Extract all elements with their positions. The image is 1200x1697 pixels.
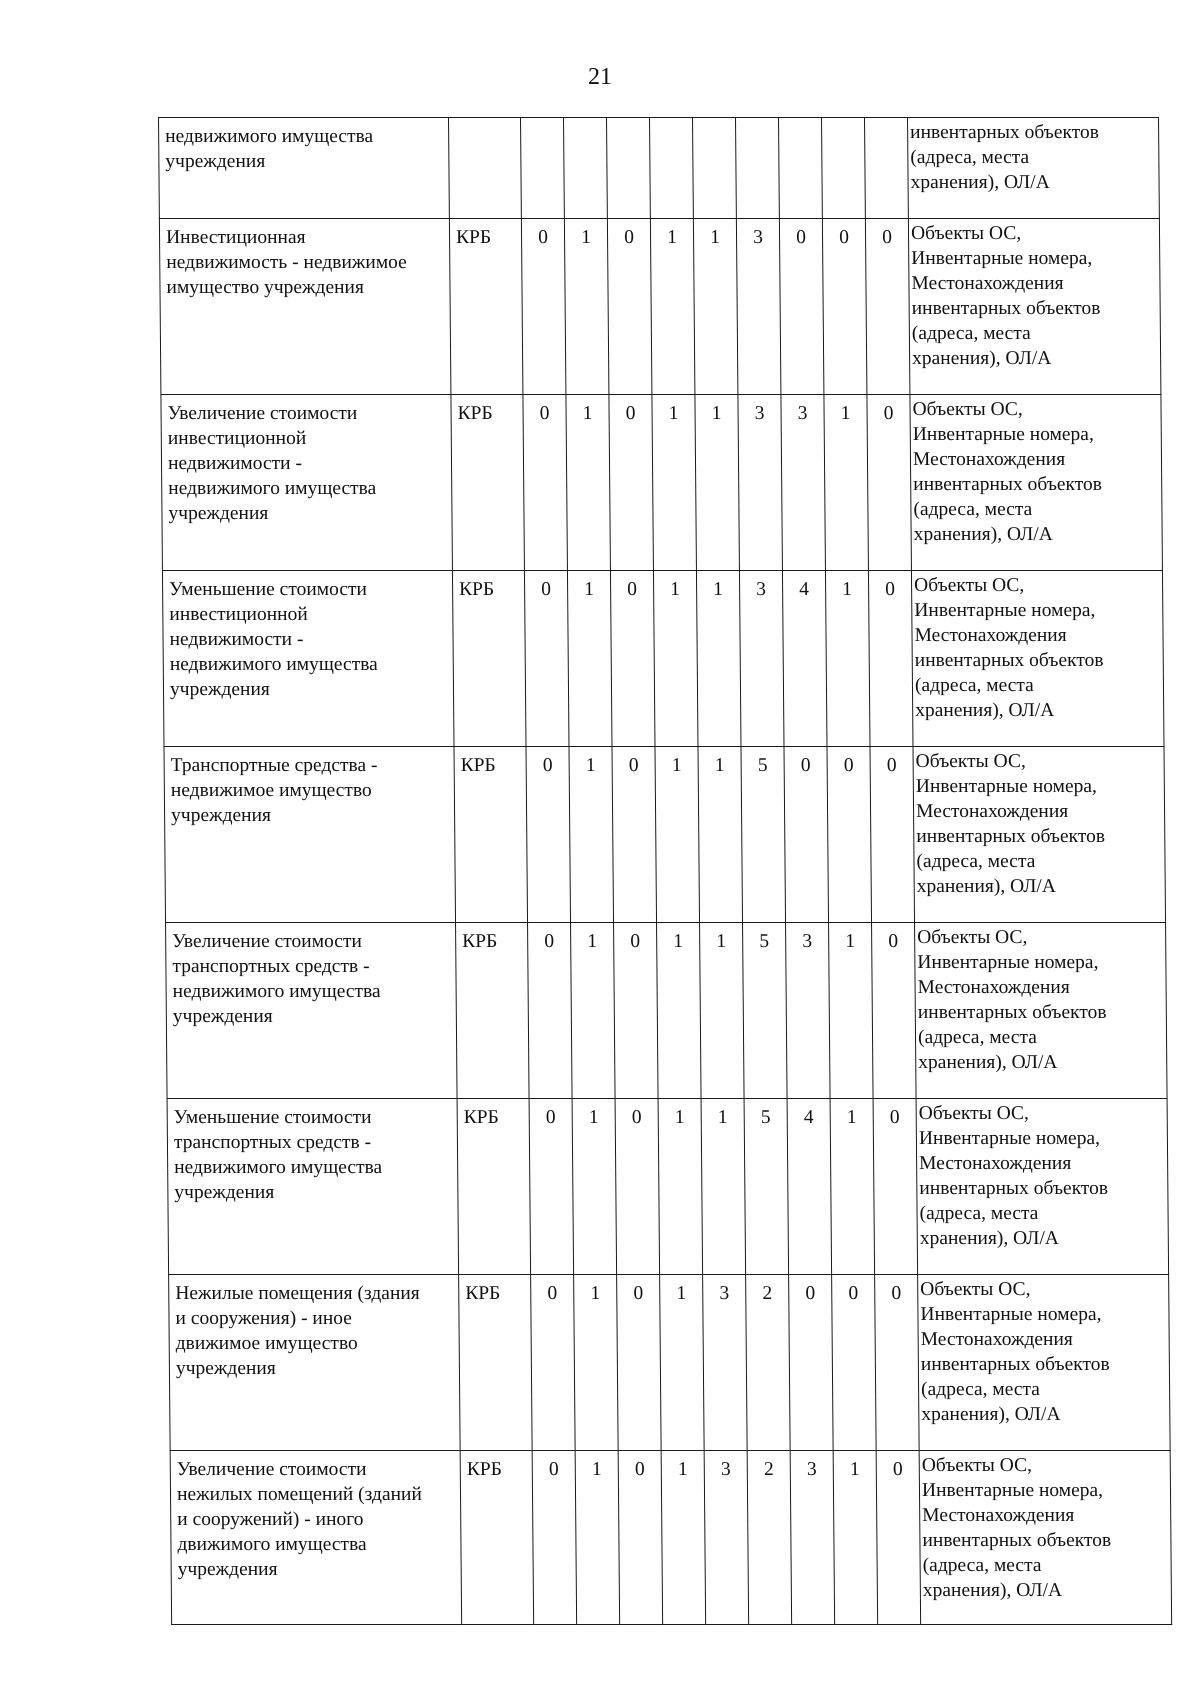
analytics-line: Местонахождения <box>911 273 1064 294</box>
digit-cell: 5 <box>743 923 788 1099</box>
account-name-line: учреждения <box>175 1358 276 1379</box>
account-name-line: инвестиционной <box>169 604 308 625</box>
digit-cell: 3 <box>790 1451 835 1625</box>
digit-cell: 1 <box>653 571 698 747</box>
analytics-line: (адреса, места <box>914 675 1034 696</box>
kind-cell: КРБ <box>452 571 526 747</box>
analytics-cell <box>910 395 1163 571</box>
digit-cell: 0 <box>521 219 566 395</box>
digit-cell: 1 <box>700 923 745 1099</box>
analytics-line: Инвентарные номера, <box>912 424 1094 445</box>
digit-cell: 0 <box>865 219 910 395</box>
digit-cell <box>607 118 651 219</box>
digit-cell <box>736 118 780 219</box>
accounts-table <box>158 117 1172 1625</box>
account-name-line: нежилых помещений (зданий <box>176 1484 422 1505</box>
digit-cell: 0 <box>531 1275 576 1451</box>
digit-cell <box>650 118 694 219</box>
analytics-line: (адреса, места <box>916 851 1036 872</box>
digit-cell: 1 <box>658 1099 703 1275</box>
analytics-line: (адреса, места <box>921 1379 1041 1400</box>
analytics-line: (адреса, места <box>917 1027 1037 1048</box>
table-row <box>164 747 1166 923</box>
digit-cell: 1 <box>567 571 612 747</box>
account-name-line: недвижимого имущества <box>168 478 377 499</box>
analytics-line: Местонахождения <box>912 449 1066 470</box>
analytics-line: Объекты ОС, <box>917 927 1028 948</box>
account-name-cell <box>159 118 450 219</box>
analytics-cell <box>908 219 1161 395</box>
analytics-line: Местонахождения <box>914 625 1067 646</box>
digit-cell: 1 <box>574 1275 619 1451</box>
account-name-line: учреждения <box>177 1559 278 1580</box>
digit-cell: 1 <box>569 747 614 923</box>
account-name-line: и сооружения) - иное <box>175 1308 352 1329</box>
digit-cell: 0 <box>615 1099 660 1275</box>
digit-cell: 1 <box>566 395 611 571</box>
account-name-line: учреждения <box>168 503 269 524</box>
digit-cell: 0 <box>872 923 917 1099</box>
digit-cell: 1 <box>701 1099 746 1275</box>
digit-cell: 2 <box>746 1275 791 1451</box>
digit-cell: 0 <box>789 1275 834 1451</box>
digit-cell: 1 <box>693 219 738 395</box>
kind-cell: КРБ <box>454 747 528 923</box>
digit-cell: 1 <box>660 1275 705 1451</box>
digit-cell: 5 <box>744 1099 789 1275</box>
analytics-line: Объекты ОС, <box>918 1103 1029 1124</box>
account-name-cell <box>162 571 454 747</box>
analytics-line: Объекты ОС, <box>912 399 1023 420</box>
account-name-line: Увеличение стоимости <box>176 1459 367 1480</box>
analytics-line: Объекты ОС, <box>913 575 1025 596</box>
digit-cell: 1 <box>572 1099 617 1275</box>
table-row <box>169 1275 1171 1451</box>
analytics-line: инвентарных объектов <box>920 1354 1110 1375</box>
digit-cell: 0 <box>875 1275 920 1451</box>
digit-cell: 0 <box>526 747 571 923</box>
account-name-line: движимое имущество <box>175 1333 358 1354</box>
account-name-line: недвижимости - <box>167 453 302 474</box>
analytics-line: инвентарных объектов <box>913 474 1103 495</box>
digit-cell: 1 <box>829 923 874 1099</box>
analytics-line: хранения), ОЛ/А <box>915 700 1055 721</box>
digit-cell: 0 <box>832 1275 877 1451</box>
kind-cell: КРБ <box>451 395 525 571</box>
digit-cell: 0 <box>612 747 657 923</box>
kind-cell: КРБ <box>449 219 523 395</box>
analytics-line: Объекты ОС, <box>915 751 1026 772</box>
analytics-line: хранения), ОЛ/А <box>912 348 1052 369</box>
digit-cell: 0 <box>784 747 829 923</box>
digit-cell: 1 <box>698 747 743 923</box>
account-name-cell <box>169 1275 461 1451</box>
analytics-line: Объекты ОС, <box>910 223 1022 244</box>
account-name-cell <box>159 219 451 395</box>
account-name-line: недвижимого имущества <box>172 981 381 1002</box>
digit-cell: 0 <box>614 923 659 1099</box>
analytics-cell <box>908 118 1160 219</box>
analytics-cell <box>915 923 1168 1099</box>
digit-cell <box>521 118 565 219</box>
digit-cell: 0 <box>607 219 652 395</box>
account-name-cell <box>161 395 453 571</box>
digit-cell: 0 <box>610 571 655 747</box>
digit-cell: 4 <box>787 1099 832 1275</box>
analytics-line: хранения), ОЛ/А <box>913 524 1053 545</box>
account-name-line: учреждения <box>165 151 266 172</box>
account-name-line: учреждения <box>171 805 272 826</box>
analytics-line: Инвентарные номера, <box>920 1304 1102 1325</box>
kind-cell: КРБ <box>459 1275 533 1451</box>
digit-cell: 0 <box>532 1451 577 1625</box>
digit-cell: 1 <box>830 1099 875 1275</box>
digit-cell: 1 <box>657 923 702 1099</box>
analytics-line: Местонахождения <box>919 1153 1072 1174</box>
digit-cell: 0 <box>609 395 654 571</box>
kind-cell <box>449 118 522 219</box>
digit-cell: 0 <box>868 571 913 747</box>
digit-cell: 0 <box>618 1451 663 1625</box>
digit-cell: 0 <box>873 1099 918 1275</box>
account-name-line: Уменьшение стоимости <box>173 1107 372 1128</box>
analytics-cell <box>919 1451 1172 1625</box>
analytics-line: инвентарных объектов <box>919 1178 1109 1199</box>
digit-cell <box>779 118 823 219</box>
digit-cell: 3 <box>738 395 783 571</box>
digit-cell: 3 <box>786 923 831 1099</box>
account-name-line: Нежилые помещения (здания <box>175 1283 420 1304</box>
account-name-line: движимого имущества <box>177 1534 367 1555</box>
kind-cell: КРБ <box>460 1451 534 1625</box>
digit-cell: 1 <box>825 571 870 747</box>
analytics-line: Инвентарные номера, <box>914 600 1096 621</box>
analytics-line: хранения), ОЛ/А <box>922 1580 1063 1601</box>
account-name-line: недвижимое имущество <box>170 780 372 801</box>
account-name-line: и сооружений) - иного <box>177 1509 364 1530</box>
analytics-line: Местонахождения <box>922 1505 1075 1526</box>
account-name-line: учреждения <box>174 1182 275 1203</box>
analytics-line: (адреса, места <box>919 1203 1039 1224</box>
digit-cell: 0 <box>523 395 568 571</box>
digit-cell <box>822 118 866 219</box>
analytics-cell <box>911 571 1164 747</box>
page-number: 21 <box>588 64 612 90</box>
analytics-line: хранения), ОЛ/А <box>921 1404 1061 1425</box>
analytics-line: хранения), ОЛ/А <box>910 172 1050 193</box>
digit-cell: 3 <box>739 571 784 747</box>
analytics-line: Инвентарные номера, <box>917 952 1099 973</box>
analytics-line: Объекты ОС, <box>921 1455 1033 1476</box>
table-row <box>161 395 1163 571</box>
analytics-line: (адреса, места <box>913 499 1033 520</box>
analytics-line: Инвентарные номера, <box>915 776 1097 797</box>
digit-cell: 2 <box>747 1451 792 1625</box>
digit-cell: 1 <box>650 219 695 395</box>
analytics-line: хранения), ОЛ/А <box>918 1052 1058 1073</box>
digit-cell: 3 <box>781 395 826 571</box>
account-name-line: инвестиционной <box>167 428 307 449</box>
account-name-line: недвижимость - недвижимое <box>166 252 407 273</box>
digit-cell: 0 <box>529 1099 574 1275</box>
digit-cell: 0 <box>870 747 915 923</box>
digit-cell <box>865 118 909 219</box>
account-name-line: Увеличение стоимости <box>172 931 362 952</box>
account-name-line: Транспортные средства - <box>170 755 378 776</box>
digit-cell <box>693 118 737 219</box>
digit-cell: 1 <box>661 1451 706 1625</box>
analytics-line: инвентарных объектов <box>910 122 1099 143</box>
digit-cell: 3 <box>736 219 781 395</box>
table-row <box>159 118 1160 219</box>
analytics-line: Местонахождения <box>917 977 1070 998</box>
table-row <box>162 571 1164 747</box>
analytics-cell <box>916 1099 1169 1275</box>
digit-cell: 1 <box>575 1451 620 1625</box>
account-name-line: учреждения <box>169 679 270 700</box>
analytics-line: Объекты ОС, <box>920 1279 1031 1300</box>
analytics-cell <box>913 747 1166 923</box>
account-name-line: недвижимого имущества <box>165 126 374 147</box>
account-name-cell <box>164 747 456 923</box>
analytics-line: инвентарных объектов <box>917 1002 1107 1023</box>
account-name-line: Инвестиционная <box>165 227 306 248</box>
digit-cell: 0 <box>867 395 912 571</box>
kind-cell: КРБ <box>456 923 530 1099</box>
analytics-line: хранения), ОЛ/А <box>916 876 1056 897</box>
analytics-line: Инвентарные номера, <box>918 1128 1101 1149</box>
digit-cell: 5 <box>741 747 786 923</box>
analytics-line: хранения), ОЛ/А <box>919 1228 1060 1249</box>
account-name-cell <box>166 923 458 1099</box>
digit-cell: 1 <box>824 395 869 571</box>
digit-cell: 0 <box>822 219 867 395</box>
digit-cell: 1 <box>571 923 616 1099</box>
analytics-line: инвентарных объектов <box>911 298 1101 319</box>
digit-cell <box>564 118 608 219</box>
analytics-line: инвентарных объектов <box>922 1530 1112 1551</box>
kind-cell: КРБ <box>457 1099 531 1275</box>
digit-cell: 1 <box>696 571 741 747</box>
account-name-line: транспортных средств - <box>173 1132 372 1153</box>
account-name-line: Увеличение стоимости <box>167 403 358 424</box>
digit-cell: 3 <box>703 1275 748 1451</box>
analytics-line: (адреса, места <box>911 323 1031 344</box>
account-name-line: Уменьшение стоимости <box>169 579 367 600</box>
digit-cell: 3 <box>704 1451 749 1625</box>
account-name-line: транспортных средств - <box>172 956 370 977</box>
analytics-line: инвентарных объектов <box>916 826 1106 847</box>
analytics-line: Местонахождения <box>920 1329 1073 1350</box>
digit-cell: 1 <box>564 219 609 395</box>
digit-cell: 0 <box>528 923 573 1099</box>
table-row <box>166 923 1168 1099</box>
table-row <box>167 1099 1169 1275</box>
account-name-line: недвижимого имущества <box>174 1157 383 1178</box>
digit-cell: 0 <box>524 571 569 747</box>
digit-cell: 1 <box>652 395 697 571</box>
digit-cell: 0 <box>827 747 872 923</box>
account-name-line: недвижимости - <box>169 629 304 650</box>
digit-cell: 1 <box>695 395 740 571</box>
digit-cell: 4 <box>782 571 827 747</box>
digit-cell: 1 <box>655 747 700 923</box>
table-row <box>170 1451 1172 1625</box>
account-name-line: недвижимого имущества <box>169 654 378 675</box>
account-name-line: учреждения <box>172 1006 273 1027</box>
digit-cell: 0 <box>779 219 824 395</box>
account-name-line: имущество учреждения <box>166 277 365 298</box>
analytics-line: (адреса, места <box>910 147 1030 168</box>
digit-cell: 1 <box>833 1451 878 1625</box>
analytics-cell <box>918 1275 1171 1451</box>
account-name-cell <box>167 1099 459 1275</box>
analytics-line: Местонахождения <box>915 801 1069 822</box>
analytics-line: Инвентарные номера, <box>921 1480 1104 1501</box>
account-name-cell <box>170 1451 462 1625</box>
table-row <box>159 219 1161 395</box>
analytics-line: инвентарных объектов <box>914 650 1104 671</box>
digit-cell: 0 <box>876 1451 921 1625</box>
analytics-line: Инвентарные номера, <box>911 248 1093 269</box>
digit-cell: 0 <box>617 1275 662 1451</box>
analytics-line: (адреса, места <box>922 1555 1042 1576</box>
